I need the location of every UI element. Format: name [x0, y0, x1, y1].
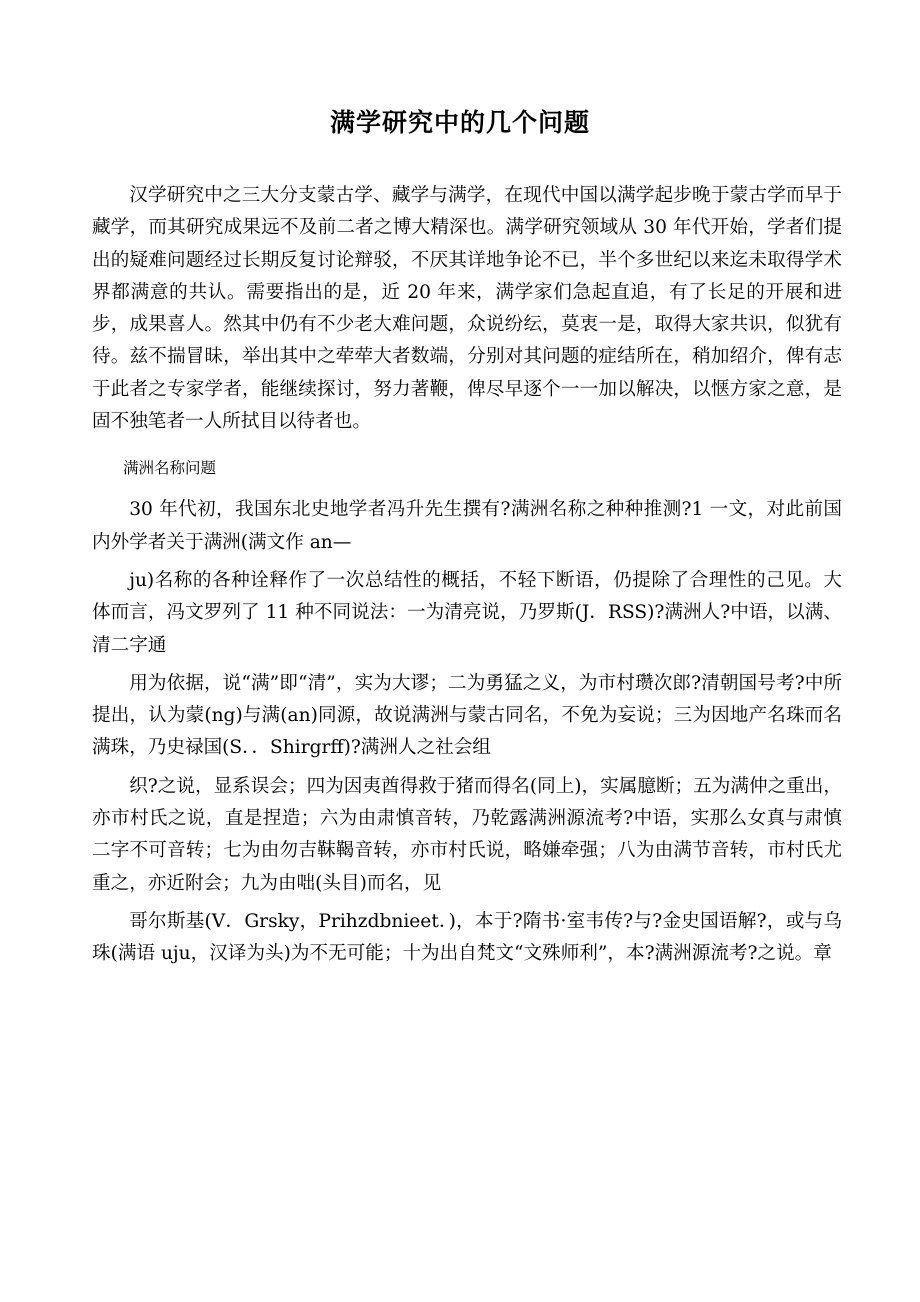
- paragraph-gorsky: 哥尔斯基(V．Grsky，Prihzdbnieet．)，本于?隋书·室韦传?与?金史国语解?，或与乌珠(满语 uju，汉译为头)为不无可能；十为出自梵文“文殊师利”，本?满洲源流考?之说。章: [92, 910, 842, 965]
- paragraph-theories-one-to-three: 用为依据，说“满”即“清”，实为大谬；二为勇猛之义，为市村瓒次郎?清朝国号考?中所提出，认为蒙(ng)与满(an)同源，故说满洲与蒙古同名，不免为妄说；三为因地产名珠而名满珠，乃史禄国(S．．Shirgrff)?满洲人之社会组: [92, 672, 842, 759]
- paragraph-intro: 汉学研究中之三大分支蒙古学、藏学与满学，在现代中国以满学起步晚于蒙古学而早于藏学，而其研究成果远不及前二者之博大精深也。满学研究领域从 30 年代开始，学者们提出的疑难问题经过长期反复讨论辩驳，不厌其详地争论不已，半个多世纪以来迄未取得学术界都满意的共认。需要指出的是，近 20 年来，满学家们急起直追，有了长足的开展和进步，成果喜人。然其中仍有不少老大难问题，众说纷纭，莫衷一是，取得大家共识，似犹有待。兹不揣冒昧，举出其中之荦荦大者数端，分别对其问题的症结所在，稍加绍介，俾有志于此者之专家学者，能继续探讨，努力著鞭，俾尽早逐个一一加以解决，以惬方家之意，是固不独笔者一人所拭目以待者也。: [92, 185, 842, 433]
- document-body: [0, 180, 920, 971]
- paragraph-theories-four-to-nine: 织?之说，显系误会；四为因夷酋得救于猪而得名(同上)，实属臆断；五为满仲之重出，亦市村氏之说，直是捏造；六为由肃慎音转，乃乾露满洲源流考?中语，实那么女真与肃慎二字不可音转；七为由勿吉靺鞨音转，亦市村氏说，略嫌牵强；八为由满节音转，市村氏尤重之，亦近附会；九为由咄(头目)而名，见: [92, 775, 842, 894]
- section-heading-manchu-name: 满洲名称问题: [123, 459, 217, 478]
- paragraph-eleven-theories: ju)名称的各种诠释作了一次总结性的概括，不轻下断语，仍提除了合理性的己见。大体而言，冯文罗列了 11 种不同说法：一为清亮说，乃罗斯(J．RSS)?满洲人?中语，以满、清二字通: [92, 569, 842, 656]
- paragraph-feng-sheng: 30 年代初，我国东北史地学者冯升先生撰有?满洲名称之种种推测?1 一文，对此前国内外学者关于满洲(满文作 an—: [92, 499, 842, 553]
- page-title: 满学研究中的几个问题: [329, 108, 590, 137]
